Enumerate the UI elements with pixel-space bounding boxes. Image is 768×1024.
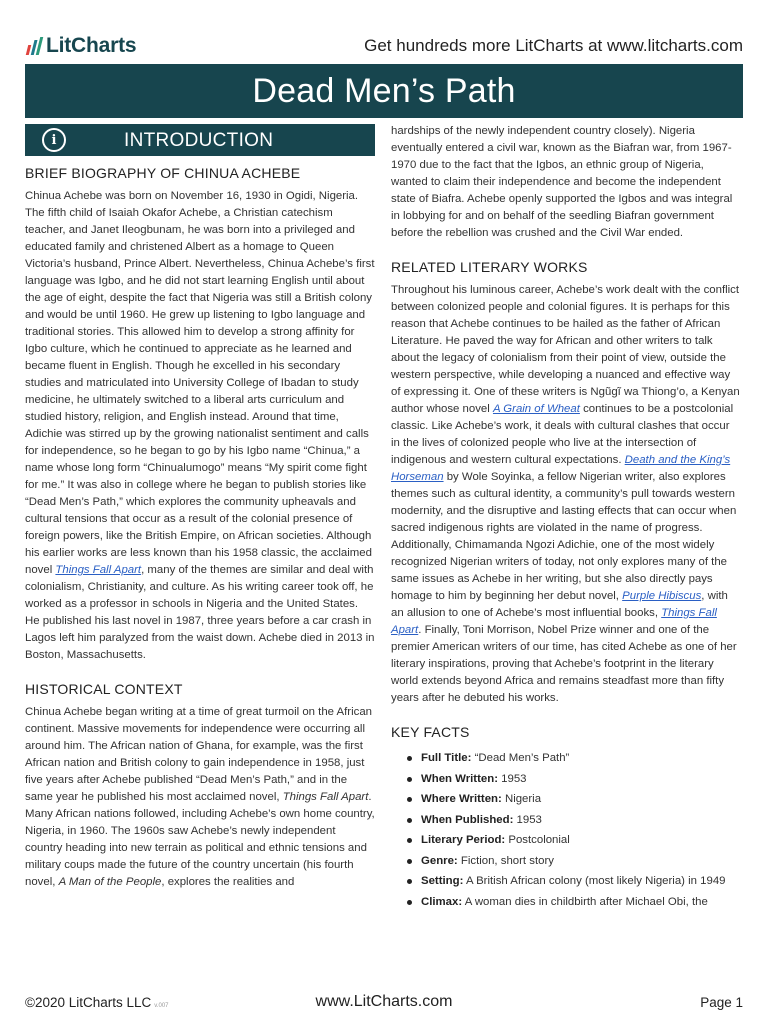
fact-value: “Dead Men’s Path” [471,752,570,764]
related-works-heading: RELATED LITERARY WORKS [391,259,588,275]
page-title: Dead Men’s Path [252,71,516,110]
fact-label: Setting: [421,875,464,887]
book-title: A Man of the People [58,876,162,888]
bio-heading: BRIEF BIOGRAPHY OF CHINUA ACHEBE [25,165,301,181]
promo-text: Get hundreds more LitCharts at www.litcharts.com [364,36,743,55]
fact-value: A woman dies in childbirth after Michael Obi, the [462,895,708,908]
logo-bars-icon [26,37,43,55]
page-header [28,30,743,62]
related-text: , with an allusion to one of Achebe’s most influential books, [391,590,728,619]
list-item [391,830,741,851]
fact-value: A British African colony (most likely Nigeria) in 1949 [463,875,726,887]
bio-text: , many of the themes are similar and deal with colonialism, Christianity, and culture. As his writing career took off, he worked as a professor in schools in Nigeria and the United States. He published his last novel in 1987, three years before a car crash in Lagos left him paralyzed from the waist down. Achebe died in 2013 in Boston, Massachusetts. [25,564,375,661]
introduction-bar [25,124,375,156]
related-text: by Wole Soyinka, a fellow Nigerian writer, also explores themes such as cultural identity, a community’s pull towards western modernity, and the disruptive and lasting effects that can occur when sacred indigenous rights are violated in the name of progress. Additionally, Chimamanda Ngozi Adichie, one of the most widely recognized Nigerian writers of today, not only explores many of the same issues as Achebe in her writing, but she also directly pays homage to him by beginning her debut novel, [391,471,737,602]
list-item [391,871,741,892]
fact-label: Literary Period: [421,834,506,846]
hist-text: , explores the realities and [161,876,295,888]
related-paragraph [391,282,741,707]
logo-text: LitCharts [46,34,137,57]
fact-label: Genre: [421,854,458,867]
fact-label: Full Title: [421,752,472,764]
things-fall-apart-link[interactable]: Things Fall Apart [55,564,142,576]
fact-value: Fiction, short story [457,854,554,867]
right-column [391,123,741,912]
title-bar [25,64,743,118]
info-icon: i [42,128,66,152]
version-label: v.007 [154,1002,169,1009]
fact-label: Climax: [421,895,463,908]
litcharts-logo[interactable] [28,34,136,58]
list-item [391,769,741,790]
key-facts-list [391,748,741,912]
fact-label: When Written: [421,772,498,785]
related-text: . Finally, Toni Morrison, Nobel Prize winner and one of the premier American writers of our time, has cited Achebe as one of her literary inspirations, proving that Achebe’s footprint in the literary world extends beyond Africa and remains steadfast more than fifty years after he debuted his works. [391,624,737,704]
book-title: Things Fall Apart [282,791,369,803]
bio-paragraph [25,188,375,664]
purple-hibiscus-link[interactable]: Purple Hibiscus [622,590,702,602]
historical-paragraph [25,704,375,891]
list-item [391,789,741,810]
list-item [391,748,741,769]
hist-text: . Many African nations followed, including Achebe’s own home country, Nigeria, in 1960. The 1960s saw Achebe’s newly independent country heading into new terrain as political and ethnic tensions and military coups made the future of the country uncertain (his fourth novel, [25,791,375,888]
related-text: Throughout his luminous career, Achebe’s work dealt with the conflict between colonized people and colonial figures. It is perhaps for this reason that Achebe continues to be hailed as the father of African Literature. He paved the way for African and other writers to talk about the legacy of colonialism from their point of view, outside the western perspective, while developing a nuanced and effective way of expressing it. One of these writers is Ngũgĩ wa Thiong’o, a Kenyan author whose novel [391,284,740,415]
copyright-text: ©2020 LitCharts LLC [25,994,152,1010]
left-column [25,124,375,891]
key-facts-heading: KEY FACTS [391,724,470,740]
footer-url-link[interactable]: www.LitCharts.com [315,993,453,1010]
fact-value: 1953 [497,772,527,785]
related-text: continues to be a postcolonial classic. Like Achebe’s work, it deals with cultural clashes that occur in the lives of colonized people who live at the intersection of indigenous and western cultural expectations. [391,403,734,466]
historical-context-heading: HISTORICAL CONTEXT [25,681,183,697]
page-number: Page 1 [700,994,743,1010]
fact-value: Nigeria [501,793,542,805]
fact-value: Postcolonial [505,834,570,846]
grain-of-wheat-link[interactable]: A Grain of Wheat [492,403,580,415]
fact-label: Where Written: [421,793,502,805]
list-item [391,892,741,913]
section-label: INTRODUCTION [124,129,274,151]
things-fall-apart-link[interactable]: Things Fall Apart [391,607,717,636]
death-kings-horseman-link[interactable]: Death and the King’s Horseman [391,454,731,483]
fact-label: When Published: [421,813,514,826]
copyright [25,995,169,1010]
spacer [391,242,741,259]
historical-continued: hardships of the newly independent country closely). Nigeria eventually entered a civil war, known as the Biafran war, from 1967-1970 due to the fact that the Igbos, an ethnic group of Nigeria, wanted to claim their independence and become the independent state of Biafra. Achebe openly supported the Igbos and was integral in lobbying for and on behalf of the seedling Biafran government before the rebellion was crushed and the Civil War ended. [391,125,733,239]
fact-value: 1953 [513,813,542,826]
hist-text: Chinua Achebe began writing at a time of great turmoil on the African continent. Massive movements for independence were occurring all around him. The African nation of Ghana, for example, was the first African nation and British colony to gain independence in 1958, just five years after Achebe published “Dead Men’s Path,” and in the same year he published his most acclaimed novel, [25,706,372,803]
list-item [391,851,741,872]
spacer [391,707,741,724]
spacer [25,664,375,681]
bio-text: Chinua Achebe was born on November 16, 1930 in Ogidi, Nigeria. The fifth child of Isaiah Okafor Achebe, a Christian catechism teacher, and Janet Ileogbunam, he was born into a privileged and educated family and christened Albert as a homage to Queen Victoria’s husband, Prince Albert. Nevertheless, Chinua Achebe’s first language was Igbo, and he did not start learning English until about the age of eight, despite the fact that Nigeria was still a British colony and would be until 1960. He grew up listening to Igbo language and traditional stories. This allowed him to develop a strong affinity for Igbo culture, which he continued to appreciate as he learned and became fluent in English. Though he excelled in his secondary studies and matriculated into University College of Ibadan to study medicine, he ultimately switched to a liberal arts curriculum and studied history, religion, and English instead. Around that time, Adichie was stirred up by the growing nationalist sentiment and calls for independence, so he began to go by his Igbo name “Chinua,” a name whose long form “Chinualumogo” means “My spirit come fight for me.” It was also in college where he began to publish stories like “Dead Men’s Path,” which explores the community upheavals and cultural tensions that occur as a result of the colonial presence of foreign powers, like the British Empire, on African societies. Although his earlier works are less known than his 1958 classic, the acclaimed novel [25,190,375,576]
list-item [391,810,741,831]
page-footer [25,990,743,1014]
